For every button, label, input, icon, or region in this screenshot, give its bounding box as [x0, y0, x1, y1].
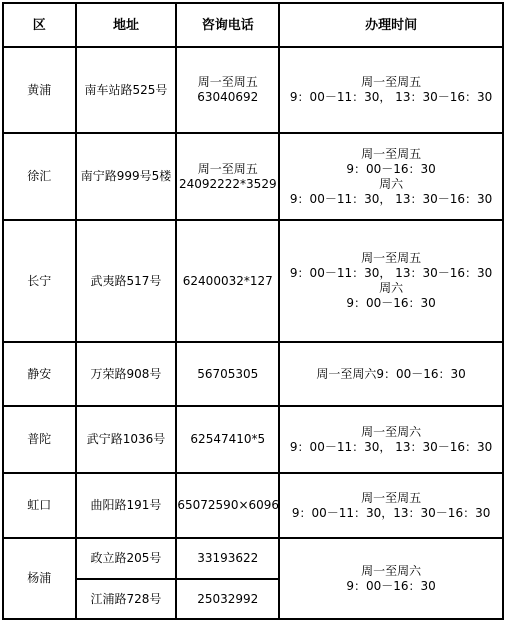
address-cell: 南车站路525号: [76, 47, 177, 133]
office-table: [2, 2, 504, 620]
hours-line: 9：00－11：30， 13：30－16：30: [289, 191, 493, 206]
phone-cell: [176, 342, 279, 406]
header-address: 地址: [76, 3, 177, 47]
hours-line: 周一至周五: [361, 146, 422, 161]
phone-cell: [176, 133, 279, 220]
district-cell: 虹口: [3, 473, 76, 538]
address-cell: 武宁路1036号: [76, 406, 177, 473]
hours-line: 9：00－11：30， 13：30－16：30: [289, 90, 493, 104]
phone-cell: 25032992: [176, 579, 279, 619]
hours-line: 周一至周六9：00－16：30: [316, 366, 466, 381]
district-cell: 长宁: [3, 220, 76, 342]
hours-line: 周一至周六: [361, 424, 422, 439]
phone-cell: [176, 220, 279, 342]
address-cell: 曲阳路191号: [76, 473, 177, 538]
phone-line: 65072590×6096: [177, 498, 280, 512]
address-cell: 南宁路999号5楼: [76, 133, 177, 220]
phone-cell: [176, 406, 279, 473]
hours-cell: [279, 220, 503, 342]
hours-line: 周一至周五: [361, 251, 422, 265]
address-cell: 政立路205号: [76, 538, 177, 579]
hours-line: 周一至周五: [361, 490, 422, 505]
table-row: [3, 220, 503, 342]
district-cell: 徐汇: [3, 133, 76, 220]
district-cell: 黄浦: [3, 47, 76, 133]
phone-line: 62547410*5: [190, 432, 266, 446]
table-row: [3, 47, 503, 133]
hours-line: 周六: [379, 176, 404, 191]
hours-line: 9：00－16：30: [346, 161, 436, 176]
phone-line: 56705305: [197, 366, 259, 381]
address-cell: 江浦路728号: [76, 579, 177, 619]
hours-line: 周一至周六: [361, 563, 422, 578]
hours-cell: [279, 133, 503, 220]
table-row: [3, 473, 503, 538]
address-cell: 万荣路908号: [76, 342, 177, 406]
hours-cell: [279, 538, 503, 619]
header-phone: 咨询电话: [176, 3, 279, 47]
phone-line: 周一至周五: [197, 75, 258, 89]
hours-cell: [279, 406, 503, 473]
phone-cell: [176, 473, 279, 538]
header-row: [3, 3, 503, 47]
phone-cell: [176, 47, 279, 133]
table-row: [3, 406, 503, 473]
hours-cell: [279, 342, 503, 406]
district-cell: 杨浦: [3, 538, 76, 619]
hours-line: 9：00－11：30， 13：30－16：30: [289, 439, 493, 454]
hours-cell: [279, 473, 503, 538]
header-hours: 办理时间: [279, 3, 503, 47]
phone-cell: 33193622: [176, 538, 279, 579]
header-district: 区: [3, 3, 76, 47]
address-cell: 武夷路517号: [76, 220, 177, 342]
district-cell: 静安: [3, 342, 76, 406]
hours-line: 9：00－16：30: [346, 578, 436, 593]
hours-line: 9：00－11：30， 13：30－16：30: [289, 266, 493, 280]
hours-line: 9：00－11：30，13：30－16：30: [291, 505, 491, 520]
hours-line: 9：00－16：30: [346, 296, 436, 310]
hours-line: 周六: [379, 281, 404, 295]
phone-line: 24092222*3529: [178, 176, 277, 191]
hours-cell: [279, 47, 503, 133]
phone-line: 63040692: [197, 90, 259, 104]
table-row: [3, 342, 503, 406]
phone-line: 62400032*127: [182, 273, 273, 288]
hours-line: 周一至周五: [361, 75, 422, 89]
phone-line: 周一至周五: [197, 161, 258, 176]
district-cell: 普陀: [3, 406, 76, 473]
table-row: [3, 538, 503, 579]
table-row: [3, 133, 503, 220]
